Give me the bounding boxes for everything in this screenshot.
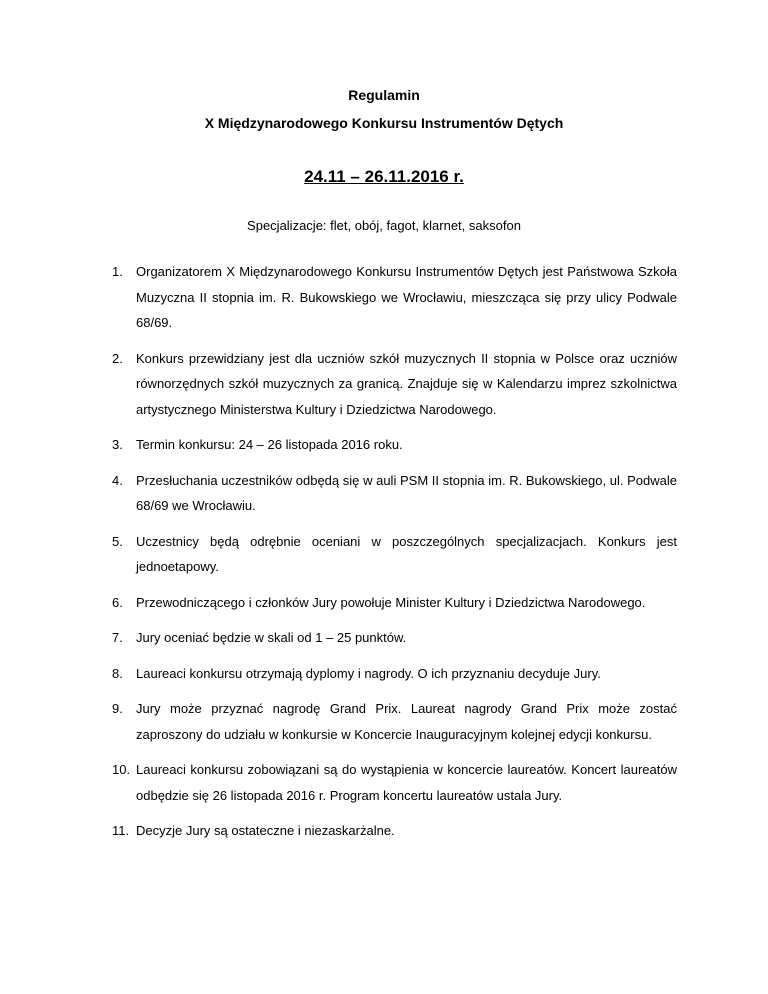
rule-number: 5.	[112, 533, 123, 549]
rules-list	[112, 259, 677, 854]
rule-number: 10.	[112, 762, 131, 777]
rule-item	[112, 468, 677, 519]
rule-text: Przewodniczącego i członków Jury powołuje Minister Kultury i Dziedzictwa Narodowego.	[136, 594, 646, 610]
rule-item	[112, 432, 677, 458]
rule-number: 9.	[112, 701, 123, 716]
rule-item	[112, 757, 677, 808]
rule-number: 2.	[112, 350, 123, 366]
specializations-line: Specjalizacje: flet, obój, fagot, klarnet, saksofon	[247, 218, 521, 233]
document-subtitle: X Międzynarodowego Konkursu Instrumentów Dętych	[204, 115, 564, 131]
rule-item	[112, 590, 677, 616]
rule-text: Uczestnicy będą odrębnie oceniani w poszczególnych specjalizacjach. Konkurs jest jednoetapowy.	[136, 533, 677, 574]
rule-text: Laureaci konkursu zobowiązani są do wystąpienia w koncercie laureatów. Koncert laureatów odbędzie się 26 listopada 2016 r. Program koncertu laureatów ustala Jury.	[136, 762, 677, 803]
rule-number: 8.	[112, 665, 123, 681]
rule-number: 1.	[112, 264, 123, 279]
rule-text: Przesłuchania uczestników odbędą się w auli PSM II stopnia im. R. Bukowskiego, ul. Podwale 68/69 we Wrocławiu.	[136, 472, 677, 513]
rule-item	[112, 661, 677, 687]
rule-text: Jury może przyznać nagrodę Grand Prix. Laureat nagrody Grand Prix może zostać zaproszony do udziału w konkursie w Koncercie Inauguracyjnym kolejnej edycji konkursu.	[136, 701, 677, 742]
rule-text: Decyzje Jury są ostateczne i niezaskarżalne.	[136, 823, 395, 838]
rule-text: Jury oceniać będzie w skali od 1 – 25 punktów.	[136, 630, 407, 645]
rule-item	[112, 529, 677, 580]
rule-text: Organizatorem X Międzynarodowego Konkursu Instrumentów Dętych jest Państwowa Szkoła Muzyczna II stopnia im. R. Bukowskiego we Wrocławiu, mieszcząca się przy ulicy Podwale 68/69.	[136, 264, 677, 330]
rule-number: 6.	[112, 594, 123, 610]
rule-item	[112, 818, 677, 844]
rule-number: 7.	[112, 630, 123, 645]
rule-item	[112, 346, 677, 423]
rule-text: Termin konkursu: 24 – 26 listopada 2016 roku.	[136, 437, 403, 452]
rule-item	[112, 625, 677, 651]
rule-item	[112, 259, 677, 336]
rule-item	[112, 696, 677, 747]
document-title: Regulamin	[348, 87, 420, 103]
rule-text: Laureaci konkursu otrzymają dyplomy i nagrody. O ich przyznaniu decyduje Jury.	[136, 665, 601, 681]
rule-number: 4.	[112, 472, 123, 488]
competition-date: 24.11 – 26.11.2016 r.	[304, 167, 464, 186]
rule-text: Konkurs przewidziany jest dla uczniów szkół muzycznych II stopnia w Polsce oraz uczniów równorzędnych szkół muzycznych za granicą. Znajduje się w Kalendarzu imprez szkolnictwa artystycznego Ministerstwa Kultury i Dziedzictwa Narodowego.	[136, 350, 677, 417]
rule-number: 11.	[112, 823, 130, 838]
rule-number: 3.	[112, 437, 123, 452]
